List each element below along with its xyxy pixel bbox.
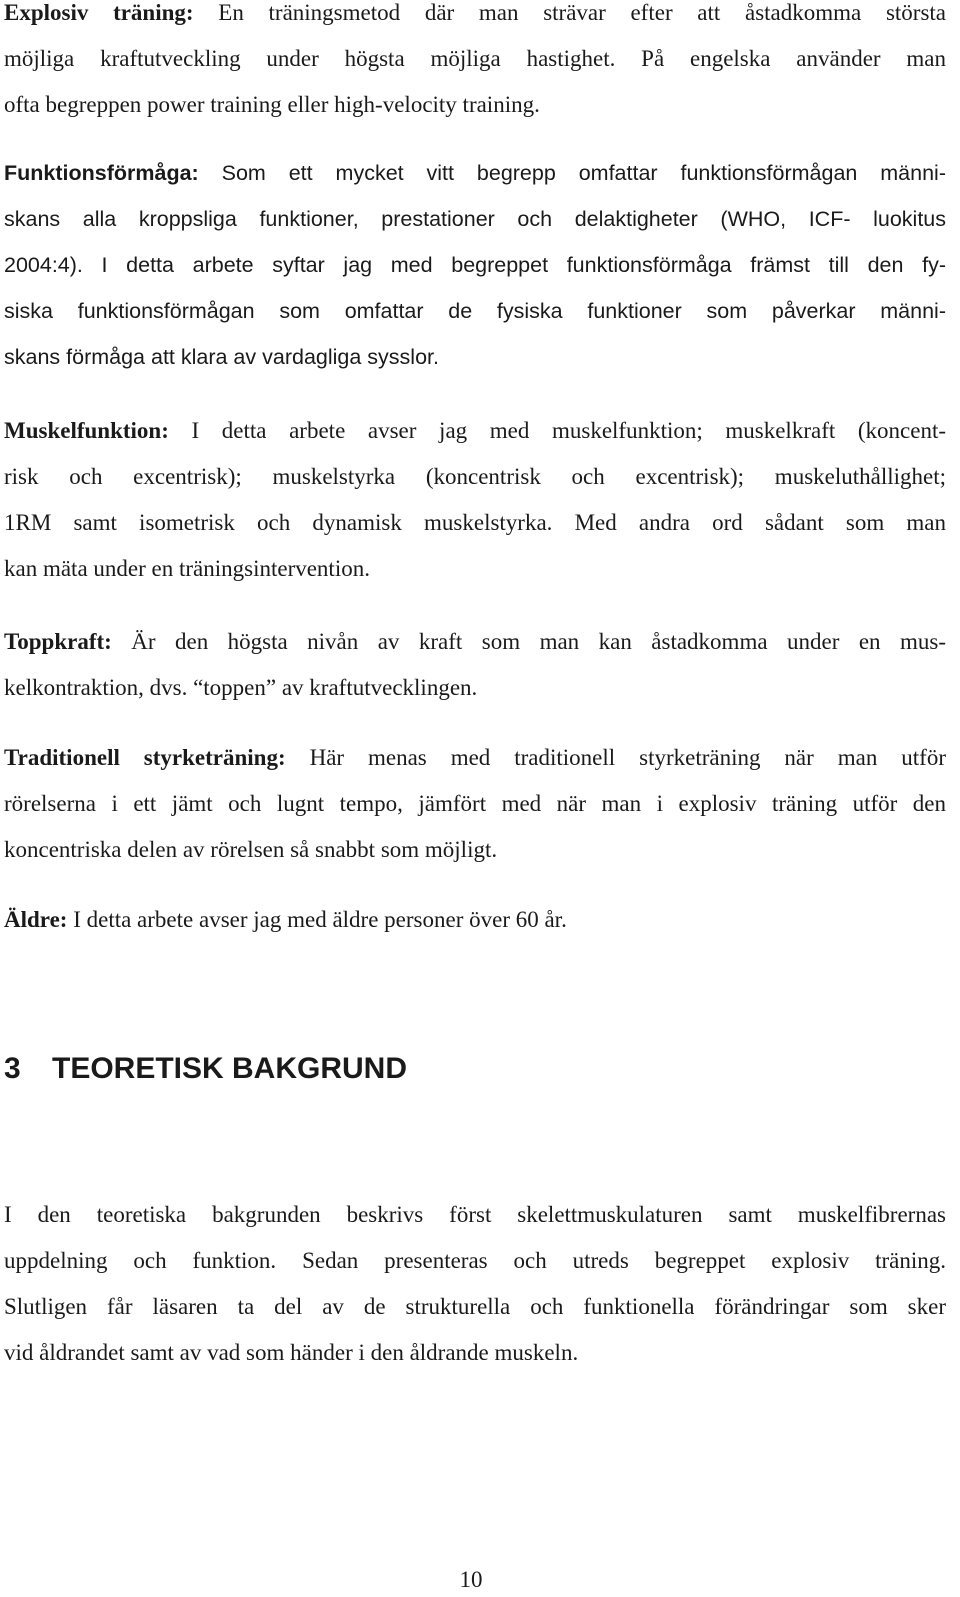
- definition-line: skans förmåga att klara av vardagliga sysslor.: [4, 345, 439, 369]
- definition-line: möjliga kraftutveckling under högsta möjliga hastighet. På engelska använder man: [4, 46, 946, 71]
- definition-text: En träningsmetod där man strävar efter att åstadkomma största: [218, 0, 946, 25]
- definition-line: [4, 897, 946, 943]
- definition-line: siska funktionsförmågan som omfattar de fysiska funktioner som påverkar männi-: [4, 299, 946, 323]
- definition-traditionell-styrketraning: [4, 735, 946, 873]
- definition-term: Muskelfunktion:: [4, 418, 169, 443]
- body-line: uppdelning och funktion. Sedan presenteras och utreds begreppet explosiv träning.: [4, 1248, 946, 1273]
- definition-line: kelkontraktion, dvs. “toppen” av kraftutvecklingen.: [4, 675, 478, 700]
- definition-muskelfunktion: [4, 408, 946, 592]
- body-line: I den teoretiska bakgrunden beskrivs först skelettmuskulaturen samt muskelfibrernas: [4, 1202, 946, 1227]
- section-heading: [4, 1045, 407, 1093]
- definition-text: Här menas med traditionell styrketräning när man utför: [309, 745, 946, 770]
- section-number: 3: [4, 1052, 21, 1085]
- body-line: vid åldrandet samt av vad som händer i den åldrande muskeln.: [4, 1340, 579, 1365]
- definition-line: [4, 619, 946, 665]
- definition-funktionsformaga: [4, 150, 946, 380]
- body-paragraph: [4, 1192, 946, 1376]
- definition-line: rörelserna i ett jämt och lugnt tempo, jämfört med när man i explosiv träning utför den: [4, 791, 946, 816]
- definition-line: 1RM samt isometrisk och dynamisk muskelstyrka. Med andra ord sådant som man: [4, 510, 946, 535]
- definition-text: I detta arbete avser jag med muskelfunktion; muskelkraft (koncent-: [191, 418, 946, 443]
- definition-text: Är den högsta nivån av kraft som man kan åstadkomma under en mus-: [131, 629, 946, 654]
- section-title: TEORETISK BAKGRUND: [52, 1052, 408, 1085]
- definition-line: risk och excentrisk); muskelstyrka (koncentrisk och excentrisk); muskeluthållighet;: [4, 464, 946, 489]
- page-number: 10: [459, 1567, 483, 1592]
- definition-toppkraft: [4, 619, 946, 711]
- definition-line: ofta begreppen power training eller high-velocity training.: [4, 92, 540, 117]
- definition-term: Explosiv träning:: [4, 0, 194, 25]
- definition-term: Äldre:: [4, 907, 68, 932]
- definition-aldre: [4, 897, 946, 943]
- definition-explosiv-traning: [4, 0, 946, 128]
- body-line: Slutligen får läsaren ta del av de strukturella och funktionella förändringar som sker: [4, 1294, 946, 1319]
- definition-line: 2004:4). I detta arbete syftar jag med begreppet funktionsförmåga främst till den fy-: [4, 253, 946, 277]
- definition-term: Funktionsförmåga:: [4, 161, 199, 185]
- definition-term: Traditionell styrketräning:: [4, 745, 286, 770]
- definition-text: I detta arbete avser jag med äldre personer över 60 år.: [73, 907, 567, 932]
- definition-line: [4, 408, 946, 454]
- definition-line: [4, 150, 946, 196]
- definition-line: kan mäta under en träningsintervention.: [4, 556, 370, 581]
- definition-line: skans alla kroppsliga funktioner, prestationer och delaktigheter (WHO, ICF- luokitus: [4, 207, 946, 231]
- definition-line: koncentriska delen av rörelsen så snabbt som möjligt.: [4, 837, 498, 862]
- definition-line: [4, 735, 946, 781]
- definition-line: [4, 0, 946, 36]
- definition-term: Toppkraft:: [4, 629, 112, 654]
- definition-text: Som ett mycket vitt begrepp omfattar funktionsförmågan männi-: [221, 161, 946, 185]
